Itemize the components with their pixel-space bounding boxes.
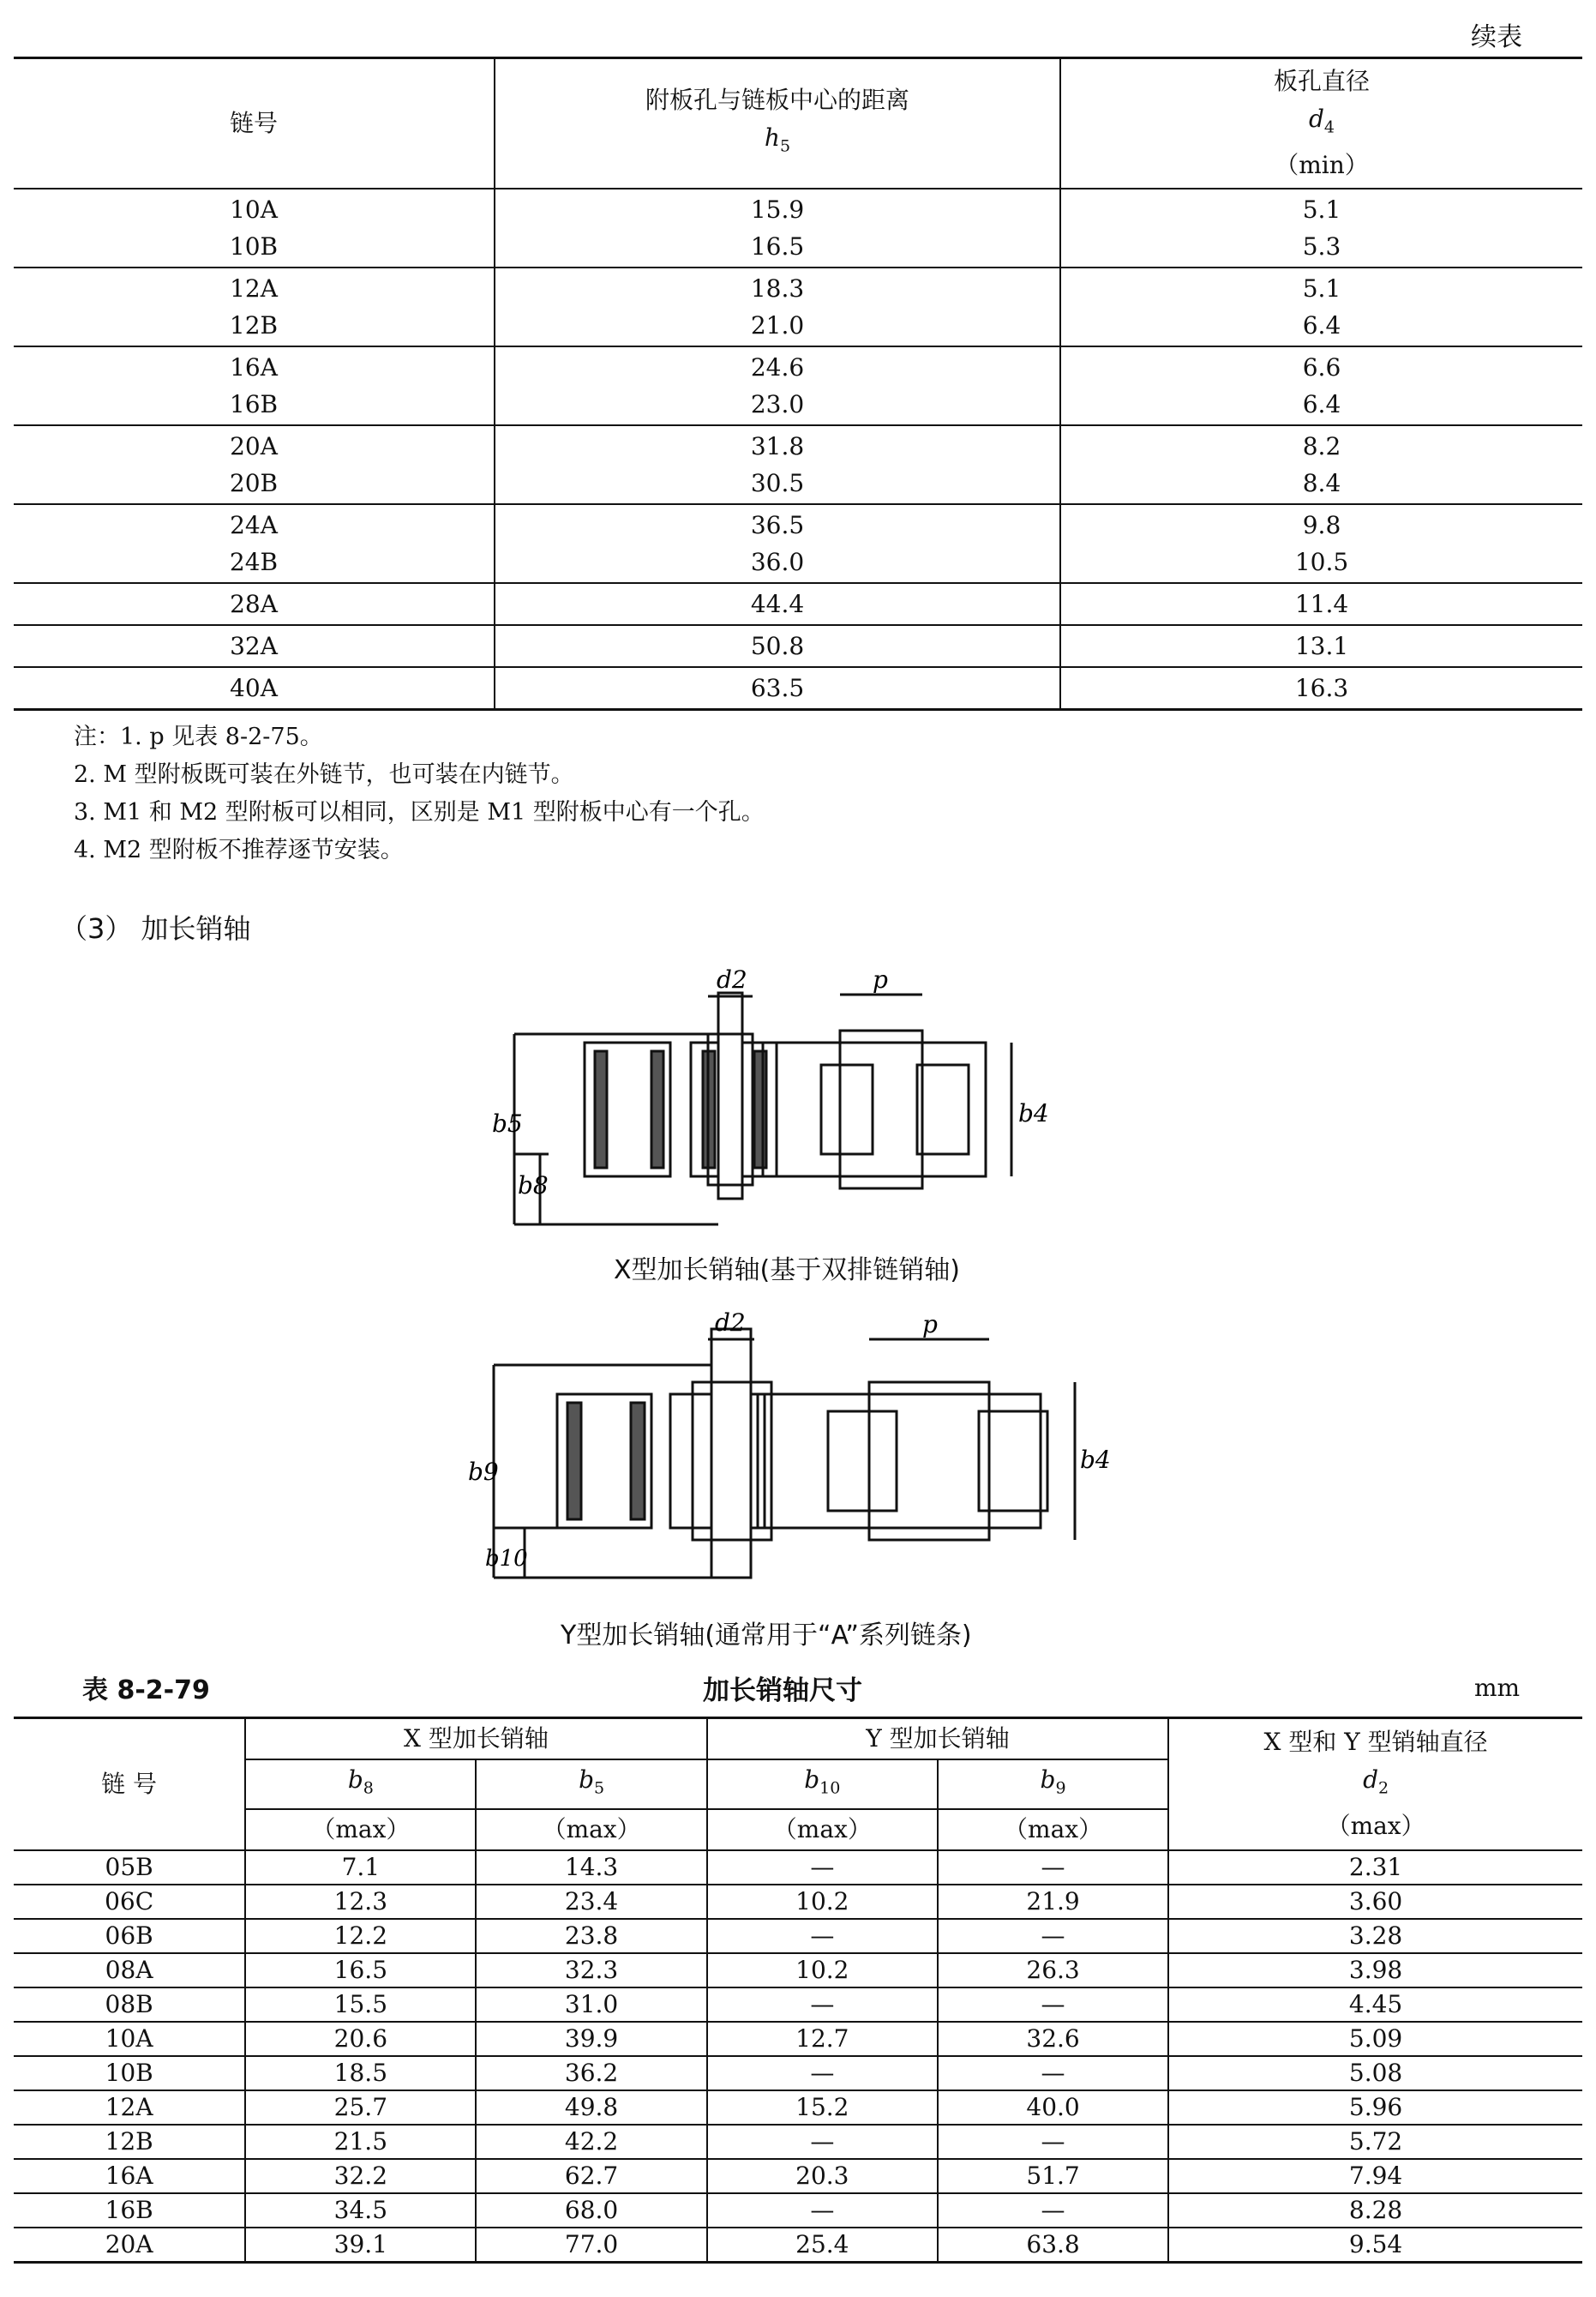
cell-b9: 51.7 [938,2159,1168,2193]
table-row [14,1885,1582,1919]
table-title: 加长销轴尺寸 [703,1675,862,1706]
notes [74,719,765,869]
table-row [14,2125,1582,2159]
cell-b8: 32.2 [245,2159,476,2193]
cell-d2: 7.94 [1168,2159,1582,2193]
cell-b9: 40.0 [938,2090,1168,2125]
cell-chain-no: 24A 24B [14,504,495,583]
cell-chain-no: 16A [14,2159,245,2193]
header-chain-no: 链号 [14,58,495,189]
cell-d4: 13.1 [1060,625,1582,667]
header-d2-max: （max） [1326,1811,1425,1840]
extended-pin [718,993,742,1199]
table-row [14,1919,1582,1953]
cell-b8: 7.1 [245,1850,476,1885]
cell-b9: — [938,2056,1168,2090]
table-row [14,2056,1582,2090]
cell-b8: 18.5 [245,2056,476,2090]
cell-b9: — [938,2193,1168,2228]
table-row [14,2193,1582,2228]
header-b5: $b_5$ [476,1759,706,1809]
cell-b8: 39.1 [245,2228,476,2263]
d2-label: d2 [717,969,747,994]
cell-chain-no: 10B [14,2056,245,2090]
cell-h5: 15.9 16.5 [495,189,1060,268]
cell-d4: 11.4 [1060,583,1582,625]
cell-d4: 5.1 6.4 [1060,268,1582,346]
bushing-hatched-1 [567,1403,581,1519]
cell-chain-no: 08A [14,1953,245,1987]
cell-d2: 5.09 [1168,2022,1582,2056]
roller-1 [828,1411,897,1511]
cell-b5: 39.9 [476,2022,706,2056]
note-4: 4. M2 型附板不推荐逐节安装。 [74,837,404,863]
cell-chain-no: 12A 12B [14,268,495,346]
cell-b10: — [707,2056,938,2090]
header-d4 [1060,58,1582,189]
cell-b5: 32.3 [476,1953,706,1987]
cell-b10: 25.4 [707,2228,938,2263]
table-row [14,189,1582,268]
cell-d2: 2.31 [1168,1850,1582,1885]
b4-label: b4 [1018,1099,1049,1127]
cell-d4: 9.8 10.5 [1060,504,1582,583]
table-row [14,2022,1582,2056]
cell-d2: 8.28 [1168,2193,1582,2228]
cell-b10: 12.7 [707,2022,938,2056]
cell-h5: 24.6 23.0 [495,346,1060,425]
y-type-pin-diagram [468,1308,1154,1591]
cell-b9: 63.8 [938,2228,1168,2263]
cell-b5: 23.4 [476,1885,706,1919]
note-1: 注：1. p 见表 8-2-75。 [74,724,323,750]
cell-b8: 15.5 [245,1987,476,2022]
note-2: 2. M 型附板既可装在外链节，也可装在内链节。 [74,761,574,788]
cell-b9: — [938,1987,1168,2022]
cell-d2: 5.08 [1168,2056,1582,2090]
table-row [14,583,1582,625]
table-row [14,667,1582,710]
cell-b10: — [707,1850,938,1885]
cell-b10: 15.2 [707,2090,938,2125]
cell-b8: 20.6 [245,2022,476,2056]
p-label: p [873,969,888,994]
cell-b10: 10.2 [707,1953,938,1987]
figure-y-caption: Y型加长销轴(通常用于“A”系列链条) [561,1621,972,1651]
header-h5-symbol: $h_5$ [764,123,791,156]
cell-h5: 18.3 21.0 [495,268,1060,346]
b4-label: b4 [1080,1446,1111,1474]
chain-right-outer [758,1394,1041,1528]
header-b5-max: （max） [476,1809,706,1850]
header-d2 [1168,1718,1582,1850]
header-h5-label: 附板孔与链板中心的距离 [645,86,909,115]
header-h5 [495,58,1060,189]
table-row [14,268,1582,346]
cell-d4: 16.3 [1060,667,1582,710]
table-header-row [14,58,1582,189]
section-title: （3） 加长销轴 [60,912,251,945]
header-d4-label: 板孔直径 [1273,67,1370,96]
cell-d4: 6.6 6.4 [1060,346,1582,425]
x-type-pin-diagram [489,969,1054,1243]
roller-2 [917,1065,969,1154]
header-b8-max: （max） [245,1809,476,1850]
cell-b8: 16.5 [245,1953,476,1987]
cell-b8: 25.7 [245,2090,476,2125]
cell-d2: 3.98 [1168,1953,1582,1987]
cell-b10: — [707,2193,938,2228]
attachment-table [14,57,1582,711]
extended-pin-table [14,1717,1582,2264]
cell-h5: 31.8 30.5 [495,425,1060,504]
cell-chain-no: 05B [14,1850,245,1885]
cell-b8: 34.5 [245,2193,476,2228]
table-row [14,346,1582,425]
table-row [14,2159,1582,2193]
cell-b8: 12.2 [245,1919,476,1953]
header-b8: $b_8$ [245,1759,476,1809]
table-row [14,625,1582,667]
cell-chain-no: 10A [14,2022,245,2056]
cell-b9: 21.9 [938,1885,1168,1919]
table-unit: mm [1474,1674,1521,1702]
bushing-hatched-2 [631,1403,645,1519]
cell-h5: 44.4 [495,583,1060,625]
cell-chain-no: 10A 10B [14,189,495,268]
bushing-hatched-2 [651,1051,663,1168]
cell-chain-no: 08B [14,1987,245,2022]
cell-b5: 31.0 [476,1987,706,2022]
cell-b8: 21.5 [245,2125,476,2159]
table-row [14,504,1582,583]
d2-label: d2 [715,1308,746,1337]
header-d4-symbol: $d_4$ [1308,105,1335,137]
cell-b9: — [938,1850,1168,1885]
cell-d2: 5.72 [1168,2125,1582,2159]
cell-h5: 36.5 36.0 [495,504,1060,583]
cell-d4: 5.1 5.3 [1060,189,1582,268]
b9-label: b9 [468,1458,499,1486]
header-b9-max: （max） [938,1809,1168,1850]
cell-b5: 36.2 [476,2056,706,2090]
cell-d2: 3.60 [1168,1885,1582,1919]
header-d4-note: （min） [1275,150,1369,179]
table-row [14,425,1582,504]
table-row [14,1850,1582,1885]
header-b10: $b_{10}$ [707,1759,938,1809]
b5-label: b5 [492,1109,523,1138]
cell-b5: 14.3 [476,1850,706,1885]
table-row [14,2228,1582,2263]
cell-chain-no: 12A [14,2090,245,2125]
cell-h5: 50.8 [495,625,1060,667]
bushing-hatched-1 [595,1051,607,1168]
chain-right-plate [840,1031,922,1188]
cell-b10: 20.3 [707,2159,938,2193]
cell-b9: — [938,1919,1168,1953]
cell-chain-no: 06B [14,1919,245,1953]
cell-b5: 42.2 [476,2125,706,2159]
cell-chain-no: 16A 16B [14,346,495,425]
p-label: p [922,1310,938,1338]
cell-b10: — [707,1987,938,2022]
cell-b5: 62.7 [476,2159,706,2193]
roller-1 [821,1065,873,1154]
cell-chain-no: 20A 20B [14,425,495,504]
cell-b5: 68.0 [476,2193,706,2228]
cell-d2: 9.54 [1168,2228,1582,2263]
header-chain-no: 链 号 [14,1718,245,1850]
header-d2-label: X 型和 Y 型销轴直径 [1263,1728,1488,1756]
cell-h5: 63.5 [495,667,1060,710]
cell-b10: — [707,1919,938,1953]
table-number: 表 8-2-79 [82,1675,210,1705]
cell-b9: 32.6 [938,2022,1168,2056]
cell-b8: 12.3 [245,1885,476,1919]
cell-b5: 23.8 [476,1919,706,1953]
cell-b10: — [707,2125,938,2159]
table-row [14,1987,1582,2022]
cell-d4: 8.2 8.4 [1060,425,1582,504]
chain-right-plate [869,1382,989,1540]
header-y-group: Y 型加长销轴 [707,1718,1168,1760]
header-b9: $b_9$ [938,1759,1168,1809]
cell-chain-no: 06C [14,1885,245,1919]
note-3: 3. M1 和 M2 型附板可以相同，区别是 M1 型附板中心有一个孔。 [74,799,765,826]
cell-d2: 3.28 [1168,1919,1582,1953]
b10-label: b10 [485,1546,528,1572]
b8-label: b8 [518,1171,549,1200]
cell-chain-no: 40A [14,667,495,710]
table-row [14,1953,1582,1987]
chain-right-outer [763,1043,986,1176]
cell-chain-no: 20A [14,2228,245,2263]
cell-b10: 10.2 [707,1885,938,1919]
figure-x-caption: X型加长销轴(基于双排链销轴) [614,1255,960,1285]
cell-chain-no: 28A [14,583,495,625]
header-b10-max: （max） [707,1809,938,1850]
header-d2-symbol: $d_2$ [1363,1765,1389,1798]
cell-b9: 26.3 [938,1953,1168,1987]
cell-chain-no: 32A [14,625,495,667]
cell-b5: 77.0 [476,2228,706,2263]
cell-chain-no: 16B [14,2193,245,2228]
bushing-hatched-4 [754,1051,766,1168]
table-row [14,2090,1582,2125]
continued-label: 续表 [1471,22,1522,52]
cell-b9: — [938,2125,1168,2159]
cell-b5: 49.8 [476,2090,706,2125]
table-header-row [14,1718,1582,1760]
header-x-group: X 型加长销轴 [245,1718,706,1760]
cell-d2: 5.96 [1168,2090,1582,2125]
cell-d2: 4.45 [1168,1987,1582,2022]
cell-chain-no: 12B [14,2125,245,2159]
